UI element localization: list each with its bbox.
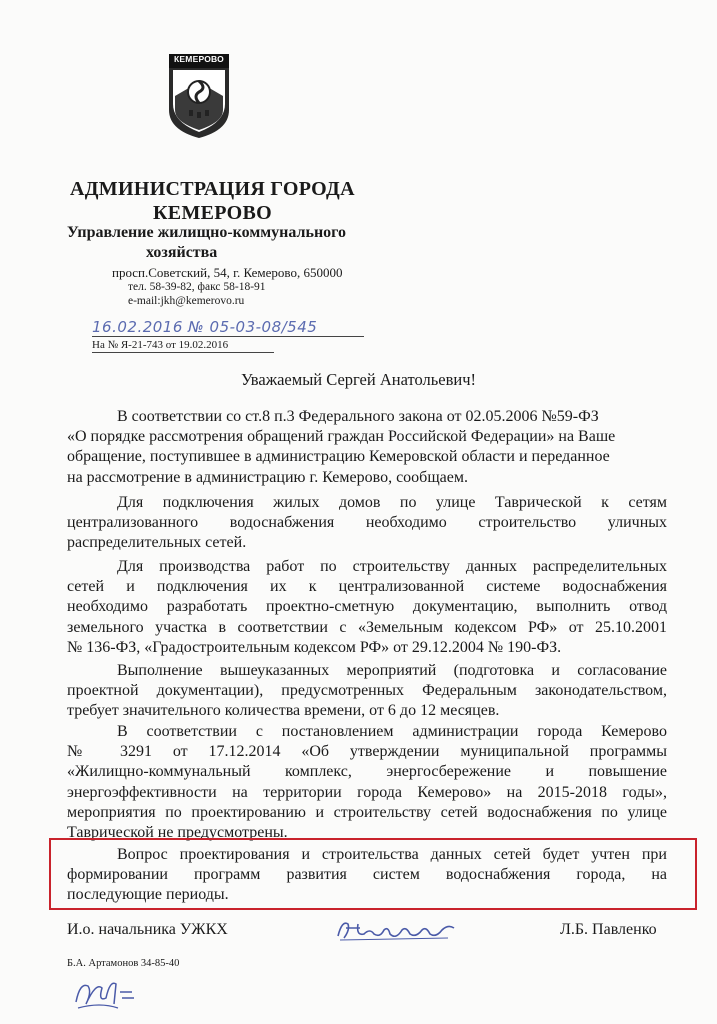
paragraph-3	[67, 557, 667, 658]
greeting: Уважаемый Сергей Анатольевич!	[240, 370, 477, 389]
paragraph-1	[67, 407, 667, 488]
address: просп.Советский, 54, г. Кемерово, 650000	[112, 265, 343, 280]
paragraph-2	[67, 493, 667, 554]
emblem-label: КЕМЕРОВО	[174, 54, 224, 64]
paragraph-line: энергоэффективности на территории города Кемерово» на 2015-2018 годы»,	[67, 783, 667, 801]
paragraph-line: мероприятия по проектированию и строительству сетей водоснабжения по улице	[67, 803, 667, 821]
paragraph-line: формировании программ развития систем водоснабжения города, на	[67, 866, 667, 884]
paragraph-line: В соответствии со ст.8 п.3 Федерального закона от 02.05.2006 №59-ФЗ	[117, 408, 599, 425]
paragraph-line: Выполнение вышеуказанных мероприятий (подготовка и согласование	[117, 662, 667, 679]
paragraph-4	[67, 661, 667, 722]
coat-of-arms-icon	[167, 52, 231, 140]
paragraph-line: проектной документации), предусмотренных Федеральным законодательством,	[67, 682, 667, 700]
email: e-mail:jkh@kemerovo.ru	[128, 295, 245, 307]
paragraph-6	[67, 845, 667, 906]
reference-underline	[92, 352, 274, 353]
reply-reference: На № Я-21-743 от 19.02.2016	[92, 339, 229, 351]
paragraph-line: земельного участка в соответствии с «Земельным кодексом РФ» от 25.10.2001	[67, 618, 667, 636]
paragraph-line: Для производства работ по строительству данных распределительных	[117, 558, 667, 575]
signatory-title: И.о. начальника УЖКХ	[67, 921, 228, 938]
executor-contact: Б.А. Артамонов 34-85-40	[67, 958, 180, 969]
paragraph-line: Таврической не предусмотрены.	[67, 824, 288, 842]
paragraph-line: В соответствии с постановлением администрации города Кемерово	[117, 723, 667, 740]
org-title-line2: КЕМЕРОВО	[153, 202, 273, 224]
paragraph-line: необходимо разработать проектно-сметную документацию, выполнить отвод	[67, 598, 667, 616]
org-title-line1: АДМИНИСТРАЦИЯ ГОРОДА	[70, 178, 355, 200]
paragraph-line: сетей и подключения их к централизованной системе водоснабжения	[67, 578, 667, 596]
paragraph-line: на рассмотрение в администрацию г. Кемерово, сообщаем.	[67, 468, 468, 486]
paragraph-line: «О порядке рассмотрения обращений граждан Российской Федерации» на Ваше	[67, 428, 616, 446]
paragraph-line: распределительных сетей.	[67, 534, 247, 552]
phone-fax: тел. 58-39-82, факс 58-18-91	[128, 281, 266, 293]
department-line1: Управление жилищно-коммунального	[67, 224, 347, 241]
paragraph-line: последующие периоды.	[67, 886, 229, 904]
handwritten-initials	[70, 972, 170, 1014]
paragraph-line: Для подключения жилых домов по улице Таврической к сетям	[117, 494, 667, 511]
paragraph-line: № 3291 от 17.12.2014 «Об утверждении муниципальной программы	[67, 743, 667, 761]
paragraph-line: № 136-ФЗ, «Градостроительным кодексом РФ» от 29.12.2004 № 190-ФЗ.	[67, 638, 562, 656]
paragraph-line: обращение, поступившее в администрацию Кемеровской области и переданное	[67, 448, 610, 466]
paragraph-5	[67, 722, 667, 843]
signature-image	[330, 916, 460, 946]
paragraph-line: требует значительного количества времени, от 6 до 12 месяцев.	[67, 702, 500, 720]
department-line2: хозяйства	[146, 244, 218, 261]
registration-underline	[92, 336, 364, 337]
registration-number-handwritten: 16.02.2016 № 05-03-08/545	[92, 318, 318, 336]
paragraph-line: централизованного водоснабжения необходимо строительство уличных	[67, 514, 667, 532]
paragraph-line: «Жилищно-коммунальный комплекс, энергосбережение и повышение	[67, 763, 667, 781]
signatory-name: Л.Б. Павленко	[560, 921, 657, 938]
paragraph-line: Вопрос проектирования и строительства данных сетей будет учтен при	[117, 846, 667, 863]
